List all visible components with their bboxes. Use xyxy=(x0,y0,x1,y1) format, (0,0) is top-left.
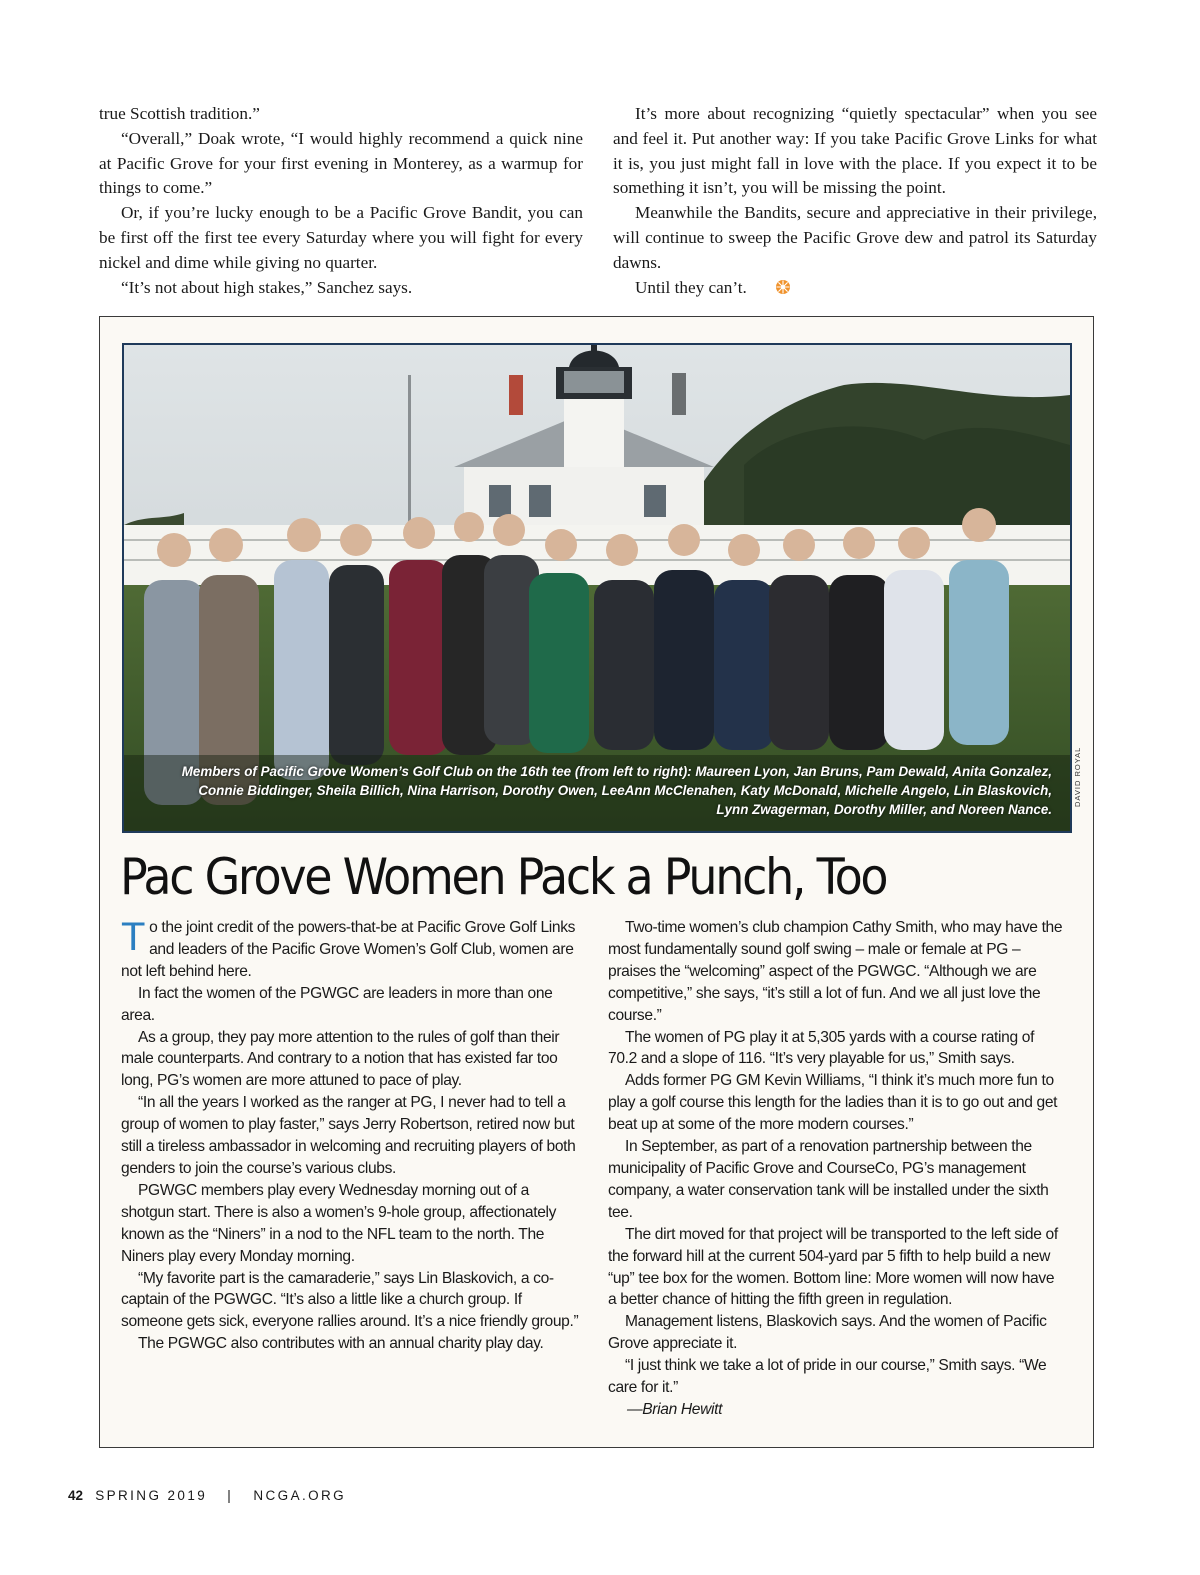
lead-paragraph xyxy=(121,917,579,983)
photo-caption: Members of Pacific Grove Women’s Golf Club on the 16th tee (from left to right): Maureen Lyon, Jan Bruns, Pam Dewald, Anita Gonzalez, Connie Biddinger, Sheila Billich, Nina Harrison, Dorothy Owen, LeeAnn McClenahen, Katy McDonald, Michelle Angelo, Lin Blaskovich, Lynn Zwagerman, Dorothy Miller, and Noreen Nance. xyxy=(181,764,1052,817)
paragraph: The PGWGC also contributes with an annual charity play day. xyxy=(138,1335,544,1353)
paragraph-final xyxy=(613,276,1097,301)
drop-cap: T xyxy=(121,915,146,959)
footer-separator: | xyxy=(227,1488,234,1503)
sidebar-column-right xyxy=(608,917,1066,1421)
group-photo xyxy=(122,343,1072,833)
paragraph: Adds former PG GM Kevin Williams, “I think it’s much more fun to play a golf course this length for the ladies than it is to go out and get beat up at some of the more modern courses.” xyxy=(608,1072,1058,1134)
photo-credit: DAVID ROYAL xyxy=(1073,746,1082,807)
paragraph: “Overall,” Doak wrote, “I would highly recommend a quick nine at Pacific Grove for your first evening in Monterey, as a warmup for things to come.” xyxy=(99,128,583,198)
paragraph: Management listens, Blaskovich says. And the women of Pacific Grove appreciate it. xyxy=(608,1313,1047,1353)
article-column-right xyxy=(613,102,1097,300)
paragraph: PGWGC members play every Wednesday morning out of a shotgun start. There is also a women’s 9-hole group, affectionately known as the “Niners” in a nod to the NFL team to the north. The Niners play every Monday morning. xyxy=(121,1181,557,1265)
paragraph: Or, if you’re lucky enough to be a Pacific Grove Bandit, you can be first off the first tee every Saturday where you will fight for every nickel and dime while giving no quarter. xyxy=(99,203,583,272)
paragraph-text: o the joint credit of the powers-that-be at Pacific Grove Golf Links and leaders of the Pacific Grove Women’s Golf Club, women are not left behind here. xyxy=(121,919,576,980)
sidebar-headline: Pac Grove Women Pack a Punch, Too xyxy=(120,848,887,906)
paragraph: true Scottish tradition.” xyxy=(99,104,260,123)
paragraph: “I just think we take a lot of pride in our course,” Smith says. “We care for it.” xyxy=(608,1357,1047,1397)
issue-label: SPRING 2019 xyxy=(95,1488,208,1503)
page-footer xyxy=(68,1488,346,1503)
paragraph: In fact the women of the PGWGC are leaders in more than one area. xyxy=(121,984,553,1024)
paragraph: It’s more about recognizing “quietly spectacular” when you see and feel it. Put another way: If you take Pacific Grove Links for what it is, you just might fall in love with the place. If you expect it to be something it isn’t, you will be missing the point. xyxy=(613,104,1097,198)
sidebar-column-left xyxy=(121,917,579,1355)
paragraph: Two-time women’s club champion Cathy Smith, who may have the most fundamentally sound golf swing – male or female at PG – praises the “welcoming” aspect of the PGWGC. “Although we are competitive,” she says, “it’s still a lot of fun. And we all just love the course.” xyxy=(608,919,1063,1024)
site-link[interactable]: NCGA.ORG xyxy=(253,1488,347,1503)
paragraph: “In all the years I worked as the ranger at PG, I never had to tell a group of women to play faster,” says Jerry Robertson, retired now but still a tireless ambassador in welcoming and recruiting players of both genders to join the course’s various clubs. xyxy=(121,1094,576,1177)
paragraph: The dirt moved for that project will be transported to the left side of the forward hill at the current 504-yard par 5 fifth to help build a new “up” tee box for the women. Bottom line: More women will now have a better chance of hitting the fifth green in regulation. xyxy=(608,1225,1058,1309)
page-number: 42 xyxy=(68,1488,84,1503)
byline: —Brian Hewitt xyxy=(627,1400,723,1418)
paragraph-text: Until they can’t. xyxy=(635,277,747,297)
paragraph: Meanwhile the Bandits, secure and appreciative in their privilege, will continue to sweep the Pacific Grove dew and patrol its Saturday dawns. xyxy=(613,203,1097,272)
end-of-story-icon xyxy=(753,278,769,294)
paragraph: “It’s not about high stakes,” Sanchez says. xyxy=(121,277,413,297)
paragraph: As a group, they pay more attention to the rules of golf than their male counterparts. And contrary to a notion that has existed far too long, PG’s women are more attuned to pace of play. xyxy=(121,1028,560,1090)
paragraph: In September, as part of a renovation partnership between the municipality of Pacific Grove and CourseCo, PG’s management company, a water conservation tank will be installed under the sixth tee. xyxy=(608,1138,1049,1221)
paragraph: The women of PG play it at 5,305 yards with a course rating of 70.2 and a slope of 116. “It’s very playable for us,” Smith says. xyxy=(608,1028,1035,1068)
paragraph: “My favorite part is the camaraderie,” says Lin Blaskovich, a co-captain of the PGWGC. “It’s also a little like a church group. If someone gets sick, everyone rallies around. It’s a nice friendly group.” xyxy=(121,1269,579,1331)
article-column-left xyxy=(99,102,583,300)
sidebar-box xyxy=(99,316,1094,1448)
